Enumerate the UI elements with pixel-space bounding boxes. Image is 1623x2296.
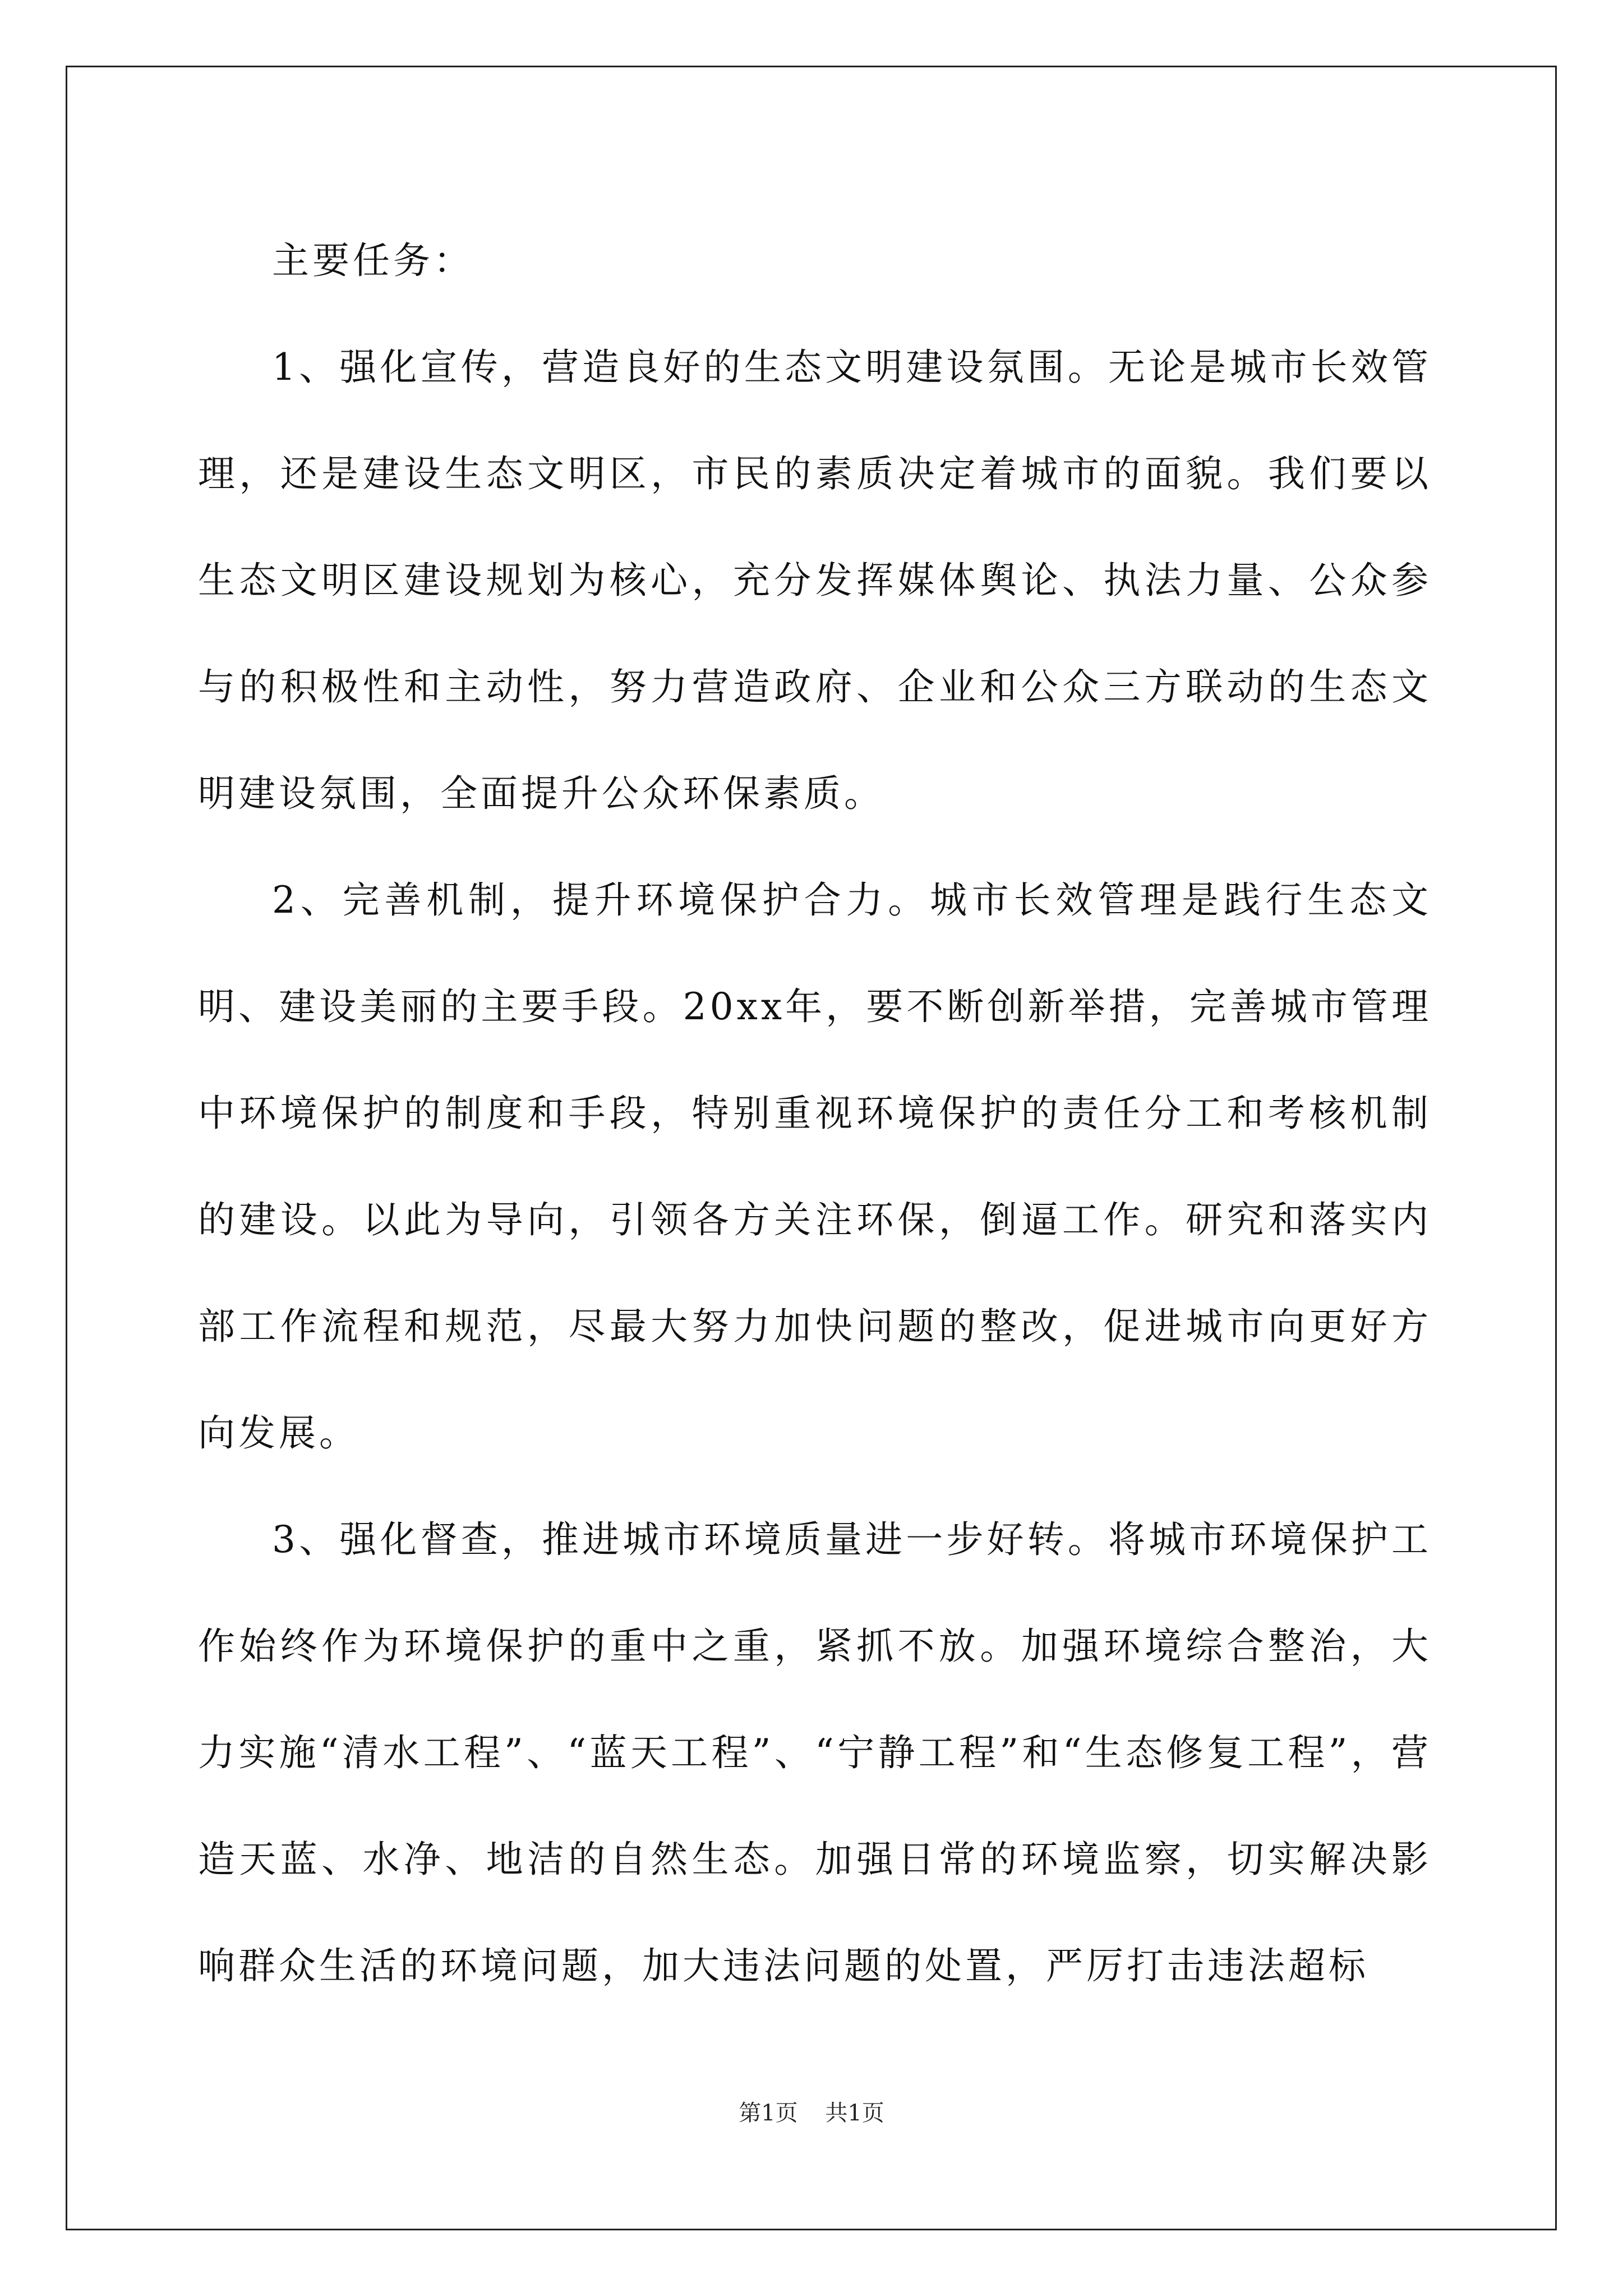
paragraph-1: 1、强化宣传，营造良好的生态文明建设氛围。无论是城市长效管理，还是建设生态文明区，市民的素质决定着城市的面貌。我们要以生态文明区建设规划为核心，充分发挥媒体舆论、执法力量、公众参与的积极性和主动性，努力营造政府、企业和公众三方联动的生态文明建设氛围，全面提升公众环保素质。 [198, 346, 1432, 815]
page-footer [0, 2095, 1623, 2127]
paragraph-3: 3、强化督查，推进城市环境质量进一步好转。将城市环境保护工作始终作为环境保护的重中之重，紧抓不放。加强环境综合整治，大力实施“清水工程”、“蓝天工程”、“宁静工程”和“生态修复工程”，营造天蓝、水净、地洁的自然生态。加强日常的环境监察，切实解决影响群众生活的环境问题，加大违法问题的处置，严厉打击违法超标 [198, 1518, 1432, 1987]
document-body [198, 208, 1432, 2019]
paragraph-2: 2、完善机制，提升环境保护合力。城市长效管理是践行生态文明、建设美丽的主要手段。20xx年，要不断创新举措，完善城市管理中环境保护的制度和手段，特别重视环境保护的责任分工和考核机制的建设。以此为导向，引领各方关注环保，倒逼工作。研究和落实内部工作流程和规范，尽最大努力加快问题的整改，促进城市向更好方向发展。 [198, 878, 1432, 1455]
page-number-total: 共1页 [825, 2100, 884, 2126]
section-heading: 主要任务： [272, 239, 474, 282]
page-number-current: 第1页 [739, 2100, 798, 2126]
